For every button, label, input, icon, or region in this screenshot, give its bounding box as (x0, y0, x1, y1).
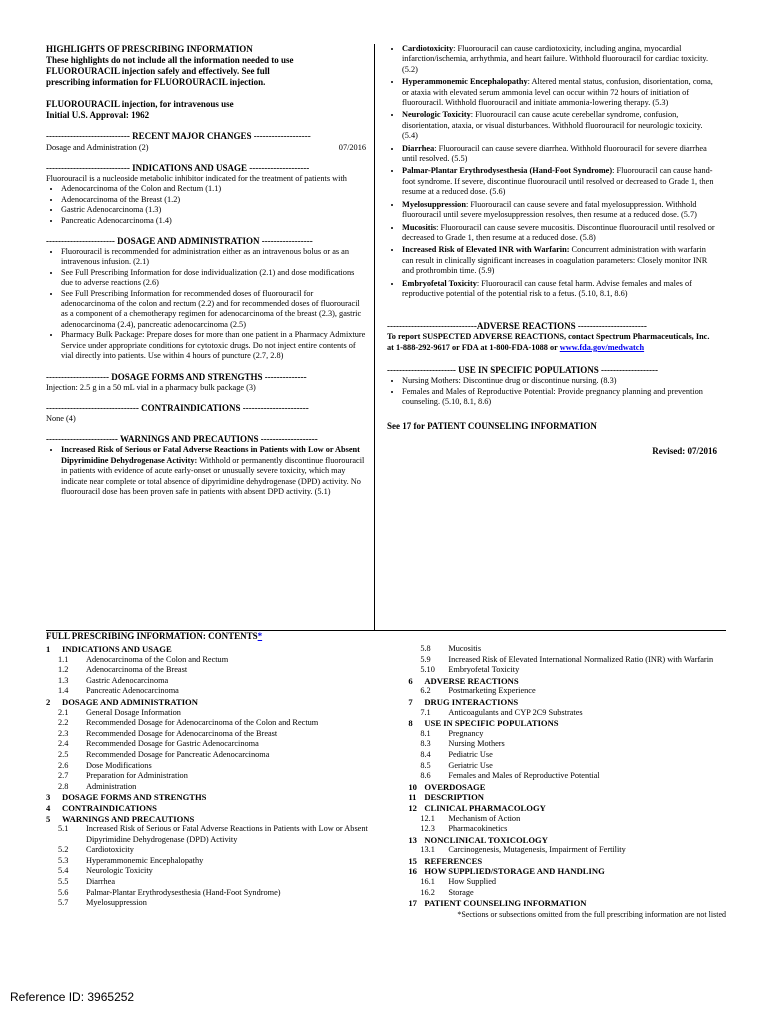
highlights-disclaimer-line: prescribing information for FLUOROURACIL injection. (46, 77, 266, 87)
warning-text: Concurrent administration with warfarin can result in clinically significant increases in coagulation parameters: Closely monitor INR and prothrombin time. (5.9) (402, 245, 708, 276)
toc-label: Diarrhea (86, 877, 116, 887)
toc-label: WARNINGS AND PRECAUTIONS (62, 813, 195, 824)
toc-entry[interactable] (408, 814, 726, 825)
toc-entry[interactable] (46, 782, 408, 793)
list-item (61, 445, 366, 497)
toc-label: Carcinogenesis, Mutagenesis, Impairment of Fertility (448, 845, 626, 855)
toc-entry[interactable] (46, 739, 408, 750)
toc-number: 2.1 (58, 707, 69, 717)
dosage-forms-text: Injection: 2.5 g in a 50 mL vial in a pharmacy bulk package (3) (46, 382, 256, 392)
warning-text: : Fluorouracil can cause severe and fatal myelosuppression. Withhold fluorouracil until severe myelosuppression resolves, then resume at a reduced dose. (5.7) (402, 199, 697, 220)
toc-number: 10 (408, 781, 417, 792)
list-item: • Pancreatic Adenocarcinoma (1.4) (61, 216, 366, 226)
indications-list (46, 184, 366, 226)
toc-number: 5 (46, 813, 51, 824)
toc-number: 6.2 (420, 686, 431, 696)
warning-title: Palmar-Plantar Erythrodysesthesia (Hand-Foot Syndrome) (402, 166, 613, 176)
warning-text: : Fluorouracil can cause fetal harm. Advise females and males of reproductive potential of the potential risk to a fetus. (5.10, 8.1, 8.6) (402, 278, 692, 298)
list-item: • Females and Males of Reproductive Potential: Provide pregnancy planning and prevention counseling. (5.10, 8.1, 8.6) (402, 387, 717, 408)
toc-number: 16.2 (420, 887, 435, 897)
list-item: • See Full Prescribing Information for recommended doses of fluorouracil for adenocarcinoma of the colon and rectum (2.2) and for recommended doses of fluorouracil as a component of a chemotherapy regimen for adenocarcinoma of the breast (2.3), gastric adenocarcinoma (2.4), pancreatic adenocarcinoma (2.5) (61, 289, 366, 331)
toc-label: Palmar-Plantar Erythrodysesthesia (Hand-Foot Syndrome) (86, 887, 281, 897)
toc-entry[interactable] (408, 686, 726, 697)
contents-title: FULL PRESCRIBING INFORMATION: CONTENTS (46, 631, 258, 641)
toc-number: 2.7 (58, 771, 69, 781)
toc-label: Postmarketing Experience (448, 686, 536, 696)
toc-entry[interactable] (408, 708, 726, 719)
list-item: • Adenocarcinoma of the Breast (1.2) (61, 195, 366, 205)
toc-number: 15 (408, 855, 417, 866)
reference-id: Reference ID: 3965252 (10, 990, 135, 1004)
toc-entry[interactable] (408, 644, 726, 655)
toc-entry[interactable] (46, 761, 408, 772)
warning-text: : Fluorouracil can cause acute cerebellar syndrome, confusion, disorientation, ataxia, or visual disturbances. Withhold fluorouracil for neurologic toxicity. (5.4) (402, 110, 703, 141)
section-heading: ----------------------- USE IN SPECIFIC POPULATIONS ------------------- (387, 365, 658, 376)
toc-entry[interactable] (408, 676, 726, 687)
toc-label: Females and Males of Reproductive Potential (448, 771, 600, 781)
toc-number: 5.8 (420, 644, 431, 653)
toc-label: Pregnancy (448, 728, 484, 738)
toc-number: 8.5 (420, 760, 431, 770)
toc-label: Adenocarcinoma of the Breast (86, 665, 188, 675)
warning-text: : Fluorouracil can cause cardiotoxicity, including angina, myocardial infarction/ischemia, arrhythmia, and heart failure. Withhold fluorouracil for cardiac toxicity. (5.2) (402, 44, 709, 74)
contents-right-list (408, 644, 726, 909)
revised-date: Revised: 07/2016 (652, 446, 717, 457)
warning-title: Hyperammonemic Encephalopathy (402, 77, 528, 87)
toc-entry[interactable] (46, 750, 408, 761)
toc-label: CONTRAINDICATIONS (62, 802, 157, 813)
toc-label: DOSAGE FORMS AND STRENGTHS (62, 792, 207, 803)
toc-entry[interactable] (46, 655, 408, 666)
dosage-list (46, 247, 366, 361)
toc-label: Cardiotoxicity (86, 845, 134, 855)
toc-number: 5.10 (420, 665, 435, 675)
list-item: • Pharmacy Bulk Package: Prepare doses for more than one patient in a Pharmacy Admixture Service under appropriate conditions for cytotoxic drugs. Do not inject entire contents of vial directly into patients. Use within 4 hours of puncture (2.7, 2.8) (61, 330, 366, 361)
highlights-disclaimer-line: These highlights do not include all the information needed to use (46, 55, 294, 65)
toc-label: Adenocarcinoma of the Colon and Rectum (86, 654, 229, 664)
toc-entry[interactable] (46, 708, 408, 719)
toc-label: Anticoagulants and CYP 2C9 Substrates (448, 707, 583, 717)
toc-entry[interactable] (408, 803, 726, 814)
toc-number: 16.1 (420, 877, 435, 887)
toc-number: 5.4 (58, 866, 69, 876)
toc-label: Increased Risk of Serious or Fatal Adverse Reactions in Patients with Low or Absent Dipyrimidine Dehydrogenase (DPD) Activity (86, 824, 368, 844)
document-page (46, 44, 726, 920)
toc-entry[interactable] (46, 877, 408, 888)
populations-list (387, 376, 717, 407)
toc-entry[interactable] (46, 676, 408, 687)
toc-label: Storage (448, 887, 474, 897)
toc-number: 5.5 (58, 877, 69, 887)
dosage-section (46, 236, 366, 361)
toc-label: Mucositis (448, 644, 482, 653)
toc-label: General Dosage Information (86, 707, 181, 717)
toc-entry[interactable] (408, 835, 726, 846)
list-item: • Adenocarcinoma of the Colon and Rectum (1.1) (61, 184, 366, 194)
toc-entry[interactable] (46, 866, 408, 877)
toc-label: DRUG INTERACTIONS (424, 696, 519, 707)
toc-label: Recommended Dosage for Gastric Adenocarcinoma (86, 739, 259, 749)
toc-number: 2.2 (58, 718, 69, 728)
toc-entry[interactable] (46, 697, 408, 708)
toc-label: DESCRIPTION (424, 792, 485, 803)
toc-number: 2.5 (58, 749, 69, 759)
toc-entry[interactable] (46, 888, 408, 899)
contents-footnote-link[interactable]: * (257, 631, 263, 641)
toc-entry[interactable] (46, 814, 408, 825)
warning-text: Withhold or permanently discontinue fluorouracil in patients with evidence of acute early-onset or unusually severe toxicity, which may indicate near complete or total absence of dipyrimidine dehydrogenase (DPD) activity. No fluorouracil dose has been proven safe in patients with absent DPD activity. (5.1) (61, 455, 365, 496)
recent-change-date: 07/2016 (338, 143, 366, 152)
toc-entry[interactable] (408, 739, 726, 750)
toc-label: HOW SUPPLIED/STORAGE AND HANDLING (424, 866, 605, 877)
toc-number: 3 (46, 792, 51, 803)
warning-title: Neurologic Toxicity (402, 110, 471, 120)
list-item: • Fluorouracil is recommended for administration either as an intravenous bolus or as an intravenous infusion. (2.1) (61, 247, 366, 268)
toc-label: CLINICAL PHARMACOLOGY (424, 802, 546, 813)
warning-text: : Altered mental status, confusion, disorientation, coma, or ataxia with elevated serum ammonia level can occur within 72 hours of initiation of fluorouracil. Withhold fluorouracil and initiate ammonia-lowering therapy. (5.3) (402, 77, 713, 108)
approval-line: Initial U.S. Approval: 1962 (46, 110, 150, 120)
toc-number: 11 (408, 792, 417, 803)
toc-entry[interactable] (46, 771, 408, 782)
highlights-header (46, 44, 366, 88)
warning-title: Mucositis (402, 222, 437, 232)
contents-table (46, 644, 726, 920)
toc-label: Nursing Mothers (448, 739, 505, 749)
warning-title: Increased Risk of Serious or Fatal Adverse Reactions in Patients with Low or Absent Dipyrimidine Dehydrogenase Activity: (61, 445, 360, 465)
toc-label: Recommended Dosage for Pancreatic Adenocarcinoma (86, 749, 270, 759)
toc-number: 2.6 (58, 760, 69, 770)
section-heading: ---------------------------- RECENT MAJOR CHANGES ------------------- (46, 131, 311, 141)
warning-title: Increased Risk of Elevated INR with Warfarin: (402, 245, 570, 255)
toc-label: Myelosuppression (86, 898, 147, 908)
toc-entry[interactable] (408, 729, 726, 740)
toc-entry[interactable] (46, 803, 408, 814)
toc-label: INDICATIONS AND USAGE (62, 644, 172, 654)
highlights-columns (46, 44, 726, 631)
toc-entry[interactable] (46, 718, 408, 729)
toc-number: 8.6 (420, 771, 431, 781)
toc-label: Increased Risk of Elevated International Normalized Ratio (INR) with Warfarin (448, 654, 714, 664)
recent-change-label: Dosage and Administration (2) (46, 143, 149, 152)
toc-number: 8.4 (420, 749, 431, 759)
toc-number: 8.1 (420, 728, 431, 738)
toc-entry[interactable] (408, 792, 726, 803)
counseling-note: See 17 for PATIENT COUNSELING INFORMATION (387, 421, 597, 432)
toc-entry[interactable] (408, 866, 726, 877)
list-item: • See Full Prescribing Information for dose individualization (2.1) and dose modifications due to adverse reactions (2.6) (61, 268, 366, 289)
recent-change-row (46, 142, 366, 153)
toc-entry[interactable] (46, 792, 408, 803)
toc-number: 12.3 (420, 824, 435, 834)
list-item (402, 44, 717, 75)
toc-entry[interactable] (408, 888, 726, 899)
adverse-report-text (387, 332, 717, 353)
toc-entry[interactable] (46, 845, 408, 856)
toc-entry[interactable] (408, 845, 726, 856)
toc-label: Gastric Adenocarcinoma (86, 675, 169, 685)
toc-entry[interactable] (46, 644, 408, 655)
toc-label: How Supplied (448, 877, 497, 887)
toc-entry[interactable] (408, 856, 726, 867)
toc-entry[interactable] (46, 729, 408, 740)
warnings-section (46, 434, 366, 497)
warnings-continued-list (387, 44, 717, 299)
warning-title: Myelosuppression (402, 199, 466, 209)
contents-heading (46, 631, 726, 642)
toc-entry[interactable] (46, 686, 408, 697)
list-item (402, 110, 717, 141)
toc-label: NONCLINICAL TOXICOLOGY (424, 834, 548, 845)
toc-number: 7.1 (420, 707, 431, 717)
toc-number: 5.1 (58, 824, 69, 834)
warning-text: : Fluorouracil can cause severe diarrhea. Withhold fluorouracil for severe diarrhea until resolved. (5.5) (402, 143, 707, 164)
contraindications-text: None (4) (46, 413, 76, 423)
contents-footnote: *Sections or subsections omitted from the full prescribing information are not listed (457, 909, 726, 919)
contraindications-section (46, 403, 366, 424)
populations-section (387, 365, 717, 407)
list-item (402, 166, 717, 197)
toc-number: 13 (408, 834, 417, 845)
toc-number: 1.3 (58, 675, 69, 685)
warning-title: Cardiotoxicity (402, 44, 454, 53)
highlights-title: HIGHLIGHTS OF PRESCRIBING INFORMATION (46, 44, 253, 54)
toc-label: Geriatric Use (448, 760, 493, 770)
toc-label: Preparation for Administration (86, 771, 188, 781)
highlights-disclaimer-line: FLUOROURACIL injection safely and effectively. See full (46, 66, 270, 76)
toc-label: DOSAGE AND ADMINISTRATION (62, 696, 198, 707)
toc-number: 8 (408, 718, 413, 729)
toc-entry[interactable] (408, 750, 726, 761)
toc-entry[interactable] (408, 697, 726, 708)
toc-number: 1.2 (58, 665, 69, 675)
toc-number: 7 (408, 696, 413, 707)
toc-entry[interactable] (46, 824, 408, 845)
section-heading: ------------------------ WARNINGS AND PRECAUTIONS ------------------- (46, 434, 318, 445)
toc-number: 12.1 (420, 813, 435, 823)
toc-number: 17 (408, 898, 417, 909)
toc-number: 16 (408, 866, 417, 877)
section-heading: ------------------------------- CONTRAINDICATIONS ---------------------- (46, 402, 309, 413)
toc-number: 4 (46, 802, 51, 813)
toc-label: OVERDOSAGE (424, 781, 486, 792)
toc-number: 2.3 (58, 728, 69, 738)
toc-label: Embryofetal Toxicity (448, 665, 520, 675)
product-info (46, 99, 366, 121)
list-item (402, 245, 717, 276)
toc-label: Recommended Dosage for Adenocarcinoma of the Colon and Rectum (86, 718, 319, 728)
warning-text: : Fluorouracil can cause hand-foot syndrome. If severe, discontinue fluorouracil until resolved or decreased to Grade 1, then resume at a reduced dose. (5.6) (402, 166, 714, 197)
list-item (402, 279, 717, 300)
toc-label: USE IN SPECIFIC POPULATIONS (424, 718, 559, 729)
warning-title: Diarrhea (402, 143, 435, 153)
toc-entry[interactable] (408, 824, 726, 835)
toc-entry[interactable] (408, 782, 726, 793)
toc-number: 13.1 (420, 845, 435, 855)
list-item (402, 77, 717, 108)
list-item (402, 144, 717, 165)
toc-entry[interactable] (408, 771, 726, 782)
toc-number: 6 (408, 675, 413, 686)
section-heading: --------------------- DOSAGE FORMS AND STRENGTHS -------------- (46, 371, 307, 382)
warning-text: : Fluorouracil can cause severe mucositis. Discontinue fluorouracil until resolved or decreased to Grade 1, then resume at a reduced dose. (5.8) (402, 222, 715, 242)
toc-label: Administration (86, 781, 137, 791)
toc-label: Dose Modifications (86, 760, 152, 770)
toc-number: 1.4 (58, 686, 69, 696)
contents-left-column (46, 644, 408, 920)
toc-label: Mechanism of Action (448, 813, 521, 823)
recent-major-changes-section (46, 131, 366, 153)
list-item: • Gastric Adenocarcinoma (1.3) (61, 205, 366, 215)
toc-number: 1.1 (58, 654, 69, 664)
highlights-right-column (387, 44, 717, 630)
toc-label: Pancreatic Adenocarcinoma (86, 686, 179, 696)
toc-entry[interactable] (46, 665, 408, 676)
section-heading: ----------------------- DOSAGE AND ADMINISTRATION ----------------- (46, 236, 313, 247)
warnings-list (46, 445, 366, 497)
toc-label: Recommended Dosage for Adenocarcinoma of the Breast (86, 728, 278, 738)
toc-number: 5.6 (58, 887, 69, 897)
toc-number: 2.8 (58, 781, 69, 791)
list-item (402, 200, 717, 221)
indications-intro: Fluorouracil is a nucleoside metabolic inhibitor indicated for the treatment of patients with (46, 174, 347, 183)
warning-title: Embryofetal Toxicity (402, 278, 477, 288)
toc-label: Pharmacokinetics (448, 824, 508, 834)
toc-label: REFERENCES (424, 855, 483, 866)
toc-entry[interactable] (408, 665, 726, 676)
toc-label: Pediatric Use (448, 749, 493, 759)
toc-number: 2.4 (58, 739, 69, 749)
list-item: • Nursing Mothers: Discontinue drug or discontinue nursing. (8.3) (402, 376, 717, 386)
toc-number: 12 (408, 802, 417, 813)
contents-right-column (408, 644, 726, 920)
toc-label: ADVERSE REACTIONS (424, 675, 519, 686)
highlights-left-column (46, 44, 375, 630)
toc-label: Neurologic Toxicity (86, 866, 153, 876)
toc-number: 5.2 (58, 845, 69, 855)
toc-number: 1 (46, 644, 51, 654)
toc-entry[interactable] (46, 898, 408, 909)
toc-entry[interactable] (408, 761, 726, 772)
adverse-reactions-section (387, 321, 717, 353)
product-line: FLUOROURACIL injection, for intravenous use (46, 99, 234, 109)
toc-entry[interactable] (408, 877, 726, 888)
medwatch-link[interactable]: www.fda.gov/medwatch (559, 342, 645, 352)
toc-number: 8.3 (420, 739, 431, 749)
toc-number: 2 (46, 696, 51, 707)
toc-number: 5.9 (420, 654, 431, 664)
list-item (402, 223, 717, 244)
toc-label: Hyperammonemic Encephalopathy (86, 855, 204, 865)
adverse-contact: To report SUSPECTED ADVERSE REACTIONS, contact Spectrum Pharmaceuticals, Inc. at 1-888-292-9617 or FDA at 1-800-FDA-1088 or (387, 332, 710, 352)
toc-number: 5.7 (58, 898, 69, 908)
toc-label: PATIENT COUNSELING INFORMATION (424, 898, 587, 909)
toc-entry[interactable] (46, 856, 408, 867)
dosage-forms-section (46, 372, 366, 393)
section-heading: ---------------------------- INDICATIONS AND USAGE -------------------- (46, 163, 310, 173)
toc-entry[interactable] (408, 898, 726, 909)
toc-entry[interactable] (408, 655, 726, 666)
section-heading: ------------------------------ADVERSE REACTIONS ----------------------- (387, 321, 647, 332)
toc-entry[interactable] (408, 718, 726, 729)
toc-number: 5.3 (58, 855, 69, 865)
indications-section (46, 163, 366, 226)
